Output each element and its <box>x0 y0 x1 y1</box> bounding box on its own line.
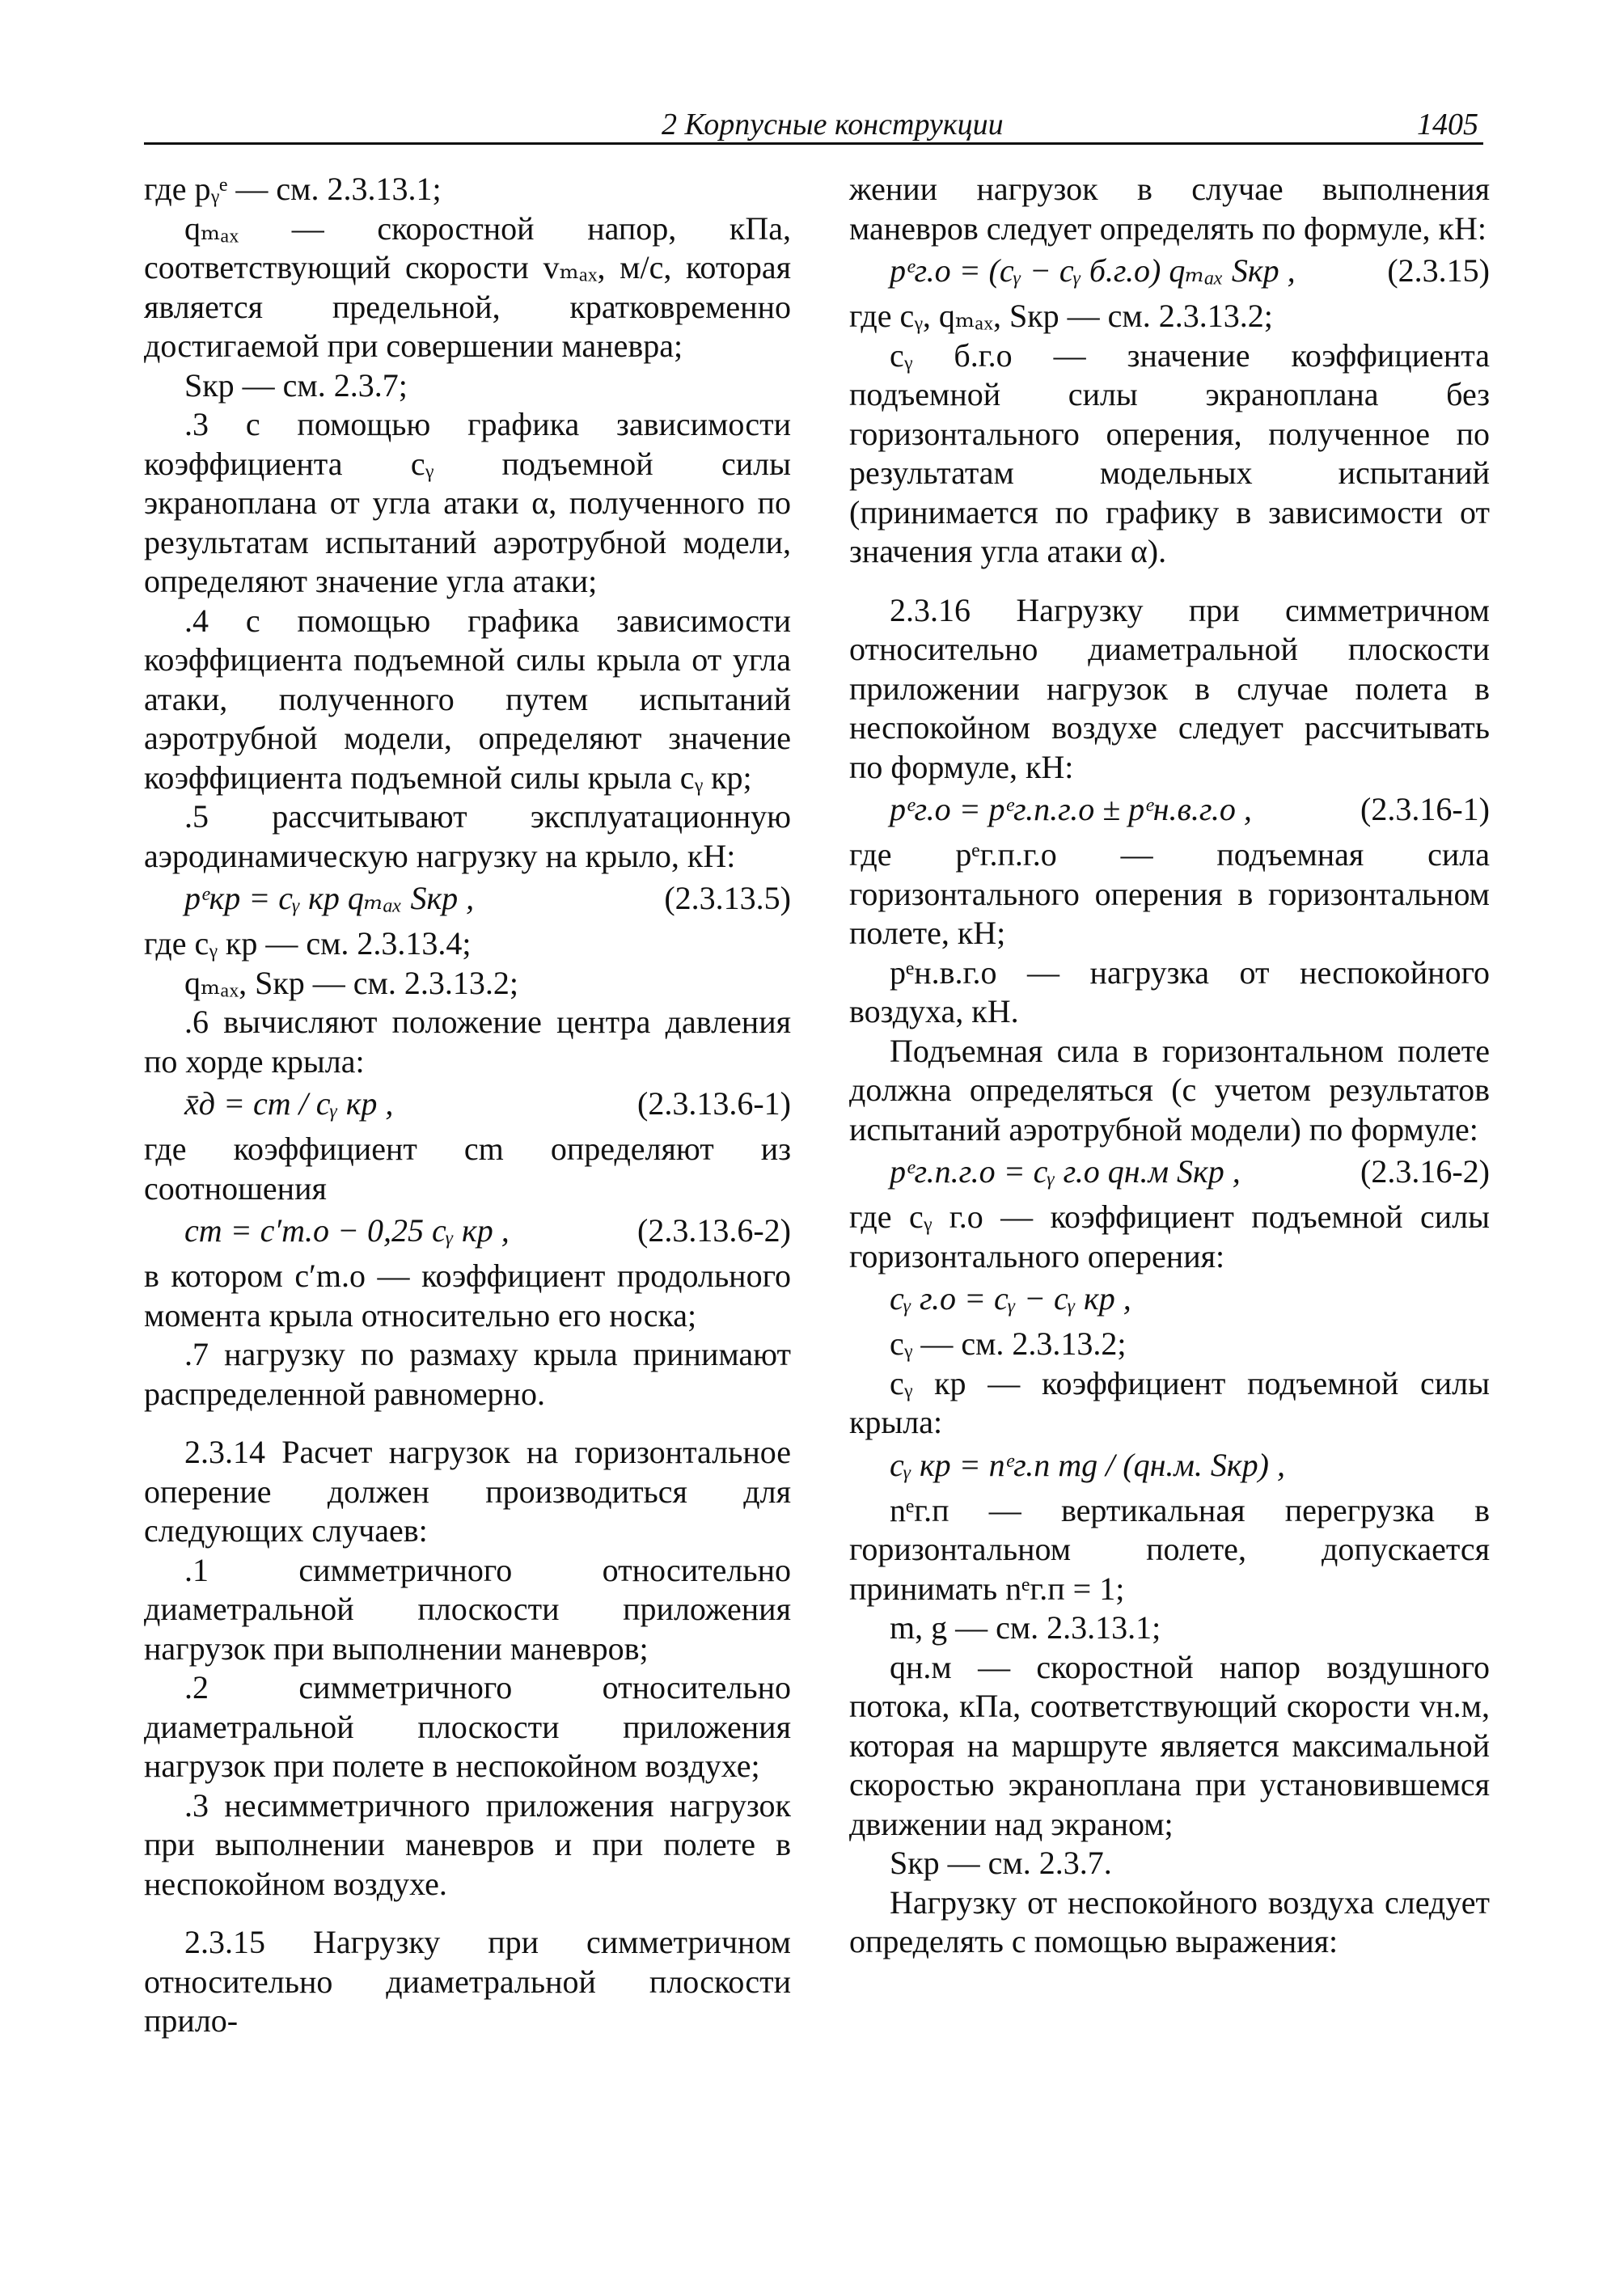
page-number: 1405 <box>1417 108 1478 142</box>
formula-expression: pᵉг.о = (cᵧ − cᵧ б.г.о) qₘₐₓ Sкр , <box>890 252 1296 289</box>
paragraph: где cᵧ г.о — коэффициент подъемной силы горизонтального оперения: <box>849 1198 1490 1274</box>
paragraph: .6 вычисляют положение центра давления по хорде крыла: <box>144 1004 791 1080</box>
left-column <box>144 170 791 2041</box>
paragraph: qₘₐₓ, Sкр — см. 2.3.13.2; <box>184 964 518 1001</box>
formula <box>849 1276 1490 1325</box>
formula-number: (2.3.15) <box>1387 252 1490 289</box>
right-column <box>849 170 1490 1962</box>
paragraph: qн.м — скоростной напор воздушного потока, кПа, соответствующий скорости vн.м, которая на маршруте является максимальной скоростью экраноплана при установившемся движении над экраном; <box>849 1648 1490 1842</box>
formula-expression: pᵉг.о = pᵉг.п.г.о ± pᵉн.в.г.о , <box>890 791 1252 827</box>
paragraph: .1 симметричного относительно диаметральной плоскости приложения нагрузок при выполнении маневров; <box>144 1551 791 1667</box>
paragraph: где cᵧ кр — см. 2.3.13.4; <box>144 925 472 962</box>
paragraph: .3 несимметричного приложения нагрузок при выполнении маневров и при полете в неспокойном воздухе. <box>144 1786 791 1902</box>
formula <box>849 1443 1490 1491</box>
paragraph: где pᵧᵉ — см. 2.3.13.1; <box>144 171 442 207</box>
paragraph: m, g — см. 2.3.13.1; <box>890 1609 1161 1646</box>
paragraph: Sкр — см. 2.3.7; <box>184 366 408 404</box>
section-paragraph: 2.3.15 Нагрузку при симметричном относительно диаметральной плоскости прило- <box>144 1924 791 2039</box>
formula-number: (2.3.16-1) <box>1360 791 1490 827</box>
paragraph: cᵧ кр — коэффициент подъемной силы крыла: <box>849 1364 1490 1440</box>
formula <box>144 1081 791 1130</box>
formula-number: (2.3.13.6-2) <box>637 1212 791 1249</box>
paragraph: qₘₐₓ — скоростной напор, кПа, соответствующий скорости vₘₐₓ, м/с, которая является предельной, кратковременно достигаемой при совершении маневра; <box>144 209 791 364</box>
paragraph: в котором c′m.o — коэффициент продольного момента крыла относительно его носка; <box>144 1258 791 1334</box>
formula-number: (2.3.16-2) <box>1360 1153 1490 1190</box>
paragraph: Подъемная сила в горизонтальном полете должна определяться (с учетом результатов испытаний аэротрубной модели) по формуле: <box>849 1032 1490 1148</box>
paragraph: где pᵉг.п.г.о — подъемная сила горизонтального оперения в горизонтальном полете, кН; <box>849 836 1490 951</box>
formula <box>849 1149 1490 1198</box>
formula-expression: x̄д = cm / cᵧ кр , <box>184 1085 394 1122</box>
section-paragraph: 2.3.16 Нагрузку при симметричном относительно диаметральной плоскости приложении нагрузок в случае полета в неспокойном воздухе следует рассчитывать по формуле, кН: <box>849 591 1490 785</box>
formula-expression: pᵉг.п.г.о = cᵧ г.о qн.м Sкр , <box>890 1153 1241 1190</box>
formula <box>849 248 1490 297</box>
formula-expression: cm = c′m.o − 0,25 cᵧ кр , <box>184 1212 510 1249</box>
formula <box>144 1208 791 1257</box>
paragraph: .5 рассчитывают эксплуатационную аэродинамическую нагрузку на крыло, кН: <box>144 798 791 874</box>
formula-expression: pᵉкр = cᵧ кр qₘₐₓ Sкр , <box>184 880 475 916</box>
paragraph: жении нагрузок в случае выполнения маневров следует определять по формуле, кН: <box>849 171 1490 247</box>
page-header <box>144 107 1483 145</box>
running-title: 2 Корпусные конструкции <box>662 108 1004 142</box>
formula-expression: cᵧ г.о = cᵧ − cᵧ кр , <box>890 1280 1131 1317</box>
paragraph: cᵧ — см. 2.3.13.2; <box>890 1325 1127 1362</box>
formula-number: (2.3.13.5) <box>664 880 791 916</box>
formula <box>849 787 1490 835</box>
paragraph: Нагрузку от неспокойного воздуха следует определять с помощью выражения: <box>849 1883 1490 1959</box>
paragraph: pᵉн.в.г.о — нагрузка от неспокойного воздуха, кН. <box>849 953 1490 1029</box>
paragraph: .7 нагрузку по размаху крыла принимают распределенной равномерно. <box>144 1336 791 1412</box>
formula <box>144 876 791 924</box>
paragraph: nᵉг.п — вертикальная перегрузка в горизонтальном полете, допускается принимать nᵉг.п = 1; <box>849 1491 1490 1607</box>
formula-number: (2.3.13.6-1) <box>637 1085 791 1122</box>
formula-expression: cᵧ кр = nᵉг.п mg / (qн.м. Sкр) , <box>890 1446 1285 1483</box>
paragraph: где cᵧ, qₘₐₓ, Sкр — см. 2.3.13.2; <box>849 298 1273 334</box>
paragraph: .2 симметричного относительно диаметральной плоскости приложения нагрузок при полете в неспокойном воздухе; <box>144 1669 791 1784</box>
paragraph: cᵧ б.г.о — значение коэффициента подъемной силы экраноплана без горизонтального оперения, полученное по результатам модельных испытаний (принимается по графику в зависимости от значения угла атаки α). <box>849 336 1490 569</box>
section-paragraph: 2.3.14 Расчет нагрузок на горизонтальное оперение должен производиться для следующих случаев: <box>144 1434 791 1549</box>
paragraph: где коэффициент cm определяют из соотношения <box>144 1131 791 1207</box>
paragraph: .3 с помощью графика зависимости коэффициента cᵧ подъемной силы экраноплана от угла атаки α, полученного по результатам испытаний аэротрубной модели, определяют значение угла атаки; <box>144 406 791 599</box>
paragraph: .4 с помощью графика зависимости коэффициента подъемной силы крыла от угла атаки, полученного путем испытаний аэротрубной модели, определяют значение коэффициента подъемной силы крыла cᵧ кр; <box>144 602 791 796</box>
paragraph: Sкр — см. 2.3.7. <box>890 1845 1112 1881</box>
